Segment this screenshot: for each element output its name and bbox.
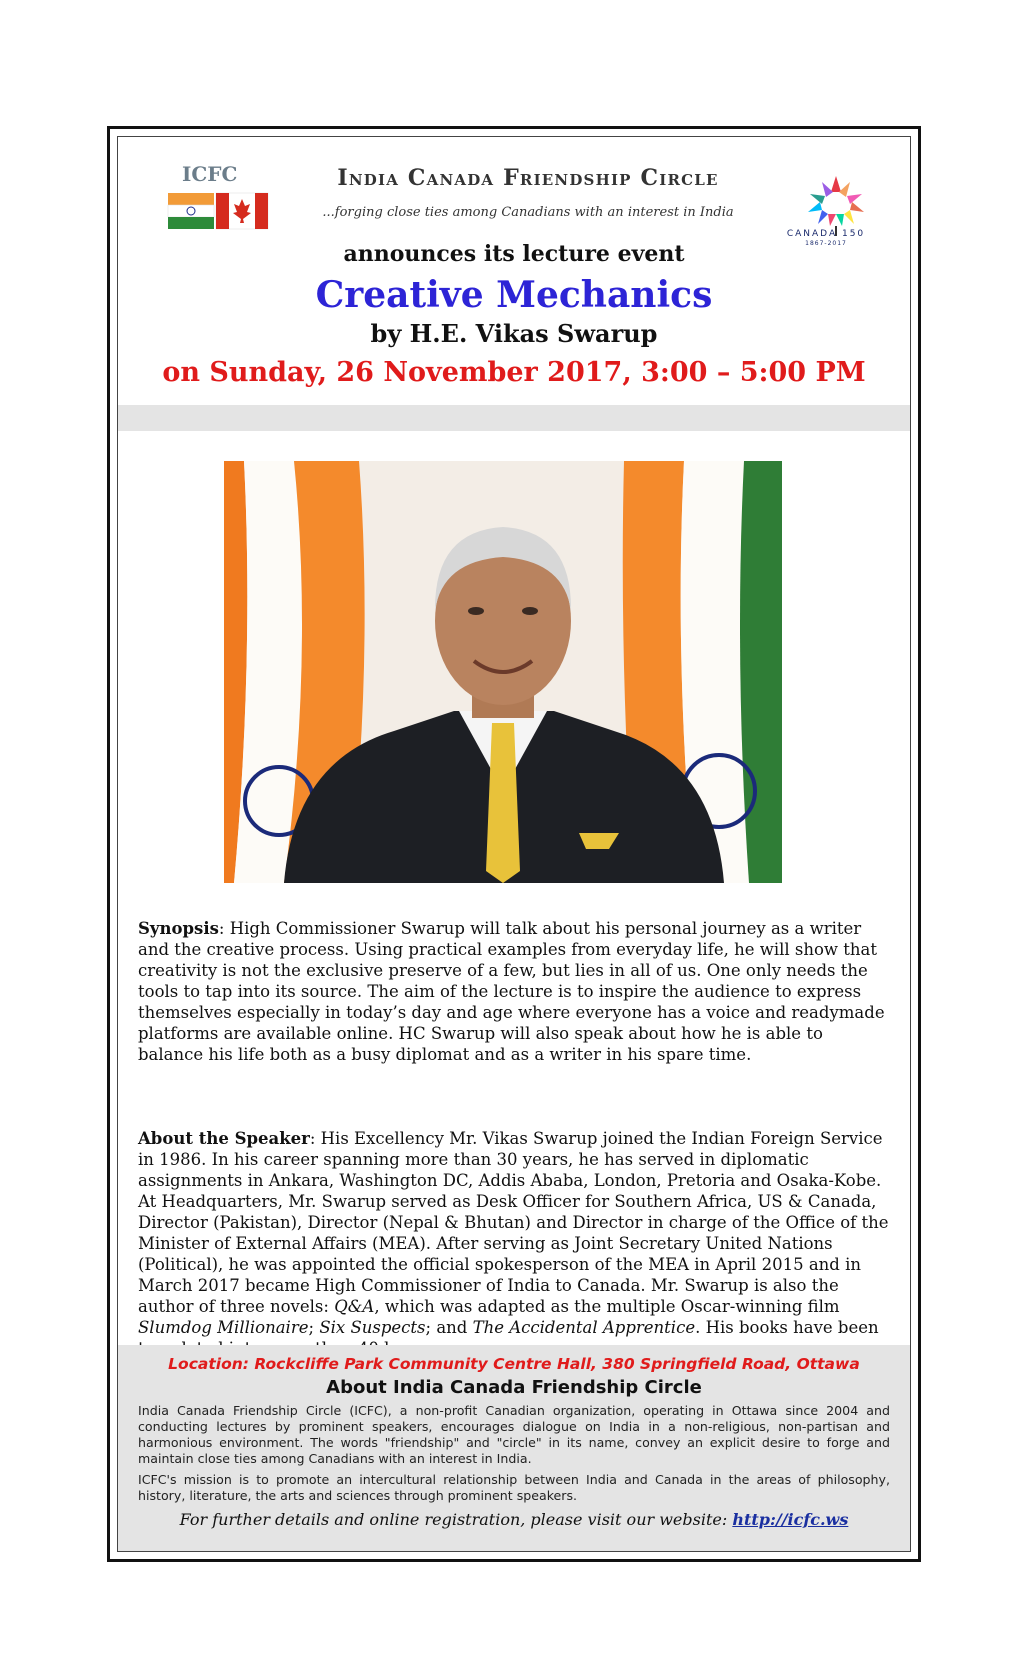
website-link[interactable]: http://icfc.ws	[732, 1510, 849, 1529]
synopsis-section	[138, 918, 890, 1065]
about-speaker-text-2: , which was adapted as the multiple Oscar-winning film	[374, 1297, 840, 1316]
event-location: Location: Rockcliffe Park Community Centre Hall, 380 Springfield Road, Ottawa	[168, 1355, 860, 1373]
about-speaker-section	[138, 1128, 890, 1359]
india-flag-icon	[168, 193, 214, 229]
about-speaker-text-4: ; and	[425, 1318, 473, 1337]
icfc-mission-paragraph: ICFC's mission is to promote an intercultural relationship between India and Canada in the areas of philosophy, history, literature, the arts and sciences through prominent speakers.	[138, 1472, 890, 1503]
poster-frame	[107, 126, 921, 1562]
about-speaker-text-3: ;	[308, 1318, 320, 1337]
event-title: Creative Mechanics	[315, 274, 713, 316]
registration-cta-text: For further details and online registration, please visit our website:	[179, 1510, 733, 1529]
registration-cta	[118, 1510, 910, 1529]
icfc-logo	[164, 159, 274, 239]
announce-line: announces its lecture event	[343, 241, 685, 267]
org-tagline: ...forging close ties among Canadians with an interest in India	[322, 205, 734, 220]
book-title-accidental-apprentice: The Accidental Apprentice	[472, 1318, 696, 1337]
synopsis-label: Synopsis	[138, 919, 219, 938]
synopsis-text: : High Commissioner Swarup will talk about his personal journey as a writer and the creative process. Using practical examples from everyday life, he will show that creativity is not the exclusive preserve of a few, but lies in all of us. One only needs the tools to tap into its source. The aim of the lecture is to inspire the audience to express themselves especially in today’s day and age where everyone has a voice and readymade platforms are available online. HC Swarup will also speak about how he is able to balance his life both as a busy diplomat and as a writer in his spare time.	[138, 919, 885, 1064]
about-speaker-text-1: : His Excellency Mr. Vikas Swarup joined the Indian Foreign Service in 1986. In his career spanning more than 30 years, he has served in diplomatic assignments in Ankara, Washington DC, Addis Ababa, London, Pretoria and Osaka-Kobe. At Headquarters, Mr. Swarup served as Desk Officer for Southern Africa, US & Canada, Director (Pakistan), Director (Nepal & Bhutan) and Director in charge of the Office of the Minister of External Affairs (MEA). After serving as Joint Secretary United Nations (Political), he was appointed the official spokesperson of the MEA in April 2015 and in March 2017 became High Commissioner of India to Canada. Mr. Swarup is also the author of three novels:	[138, 1129, 889, 1316]
book-title-qa: Q&A	[334, 1297, 375, 1316]
icfc-logo-text: ICFC	[182, 162, 238, 186]
speaker-photo	[224, 461, 782, 883]
footer-panel	[118, 1345, 910, 1551]
canada-flag-icon	[216, 193, 268, 229]
canada-150-years: 1867-2017	[805, 240, 847, 247]
event-date: on Sunday, 26 November 2017, 3:00 – 5:00 PM	[162, 357, 866, 388]
about-speaker-text-5: . His books have been	[695, 1318, 879, 1337]
about-speaker-label: About the Speaker	[138, 1129, 310, 1148]
book-title-six-suspects: Six Suspects	[319, 1318, 426, 1337]
film-title: Slumdog Millionaire	[138, 1318, 309, 1337]
speaker-line: by H.E. Vikas Swarup	[370, 319, 658, 348]
canada-150-label: CANADA 150	[786, 229, 866, 239]
about-icfc-heading: About India Canada Friendship Circle	[326, 1377, 702, 1398]
poster-inner	[117, 136, 911, 1552]
divider-band	[118, 405, 910, 431]
about-icfc-paragraph: India Canada Friendship Circle (ICFC), a non-profit Canadian organization, operating in Ottawa since 2004 and conducting lectures by prominent speakers, encourages dialogue on India in a non-religious, non-partisan and harmonious environment. The words "friendship" and "circle" in its name, convey an explicit desire to forge and maintain close ties among Canadians with an interest in India.	[138, 1403, 890, 1466]
org-title: India Canada Friendship Circle	[337, 165, 719, 191]
